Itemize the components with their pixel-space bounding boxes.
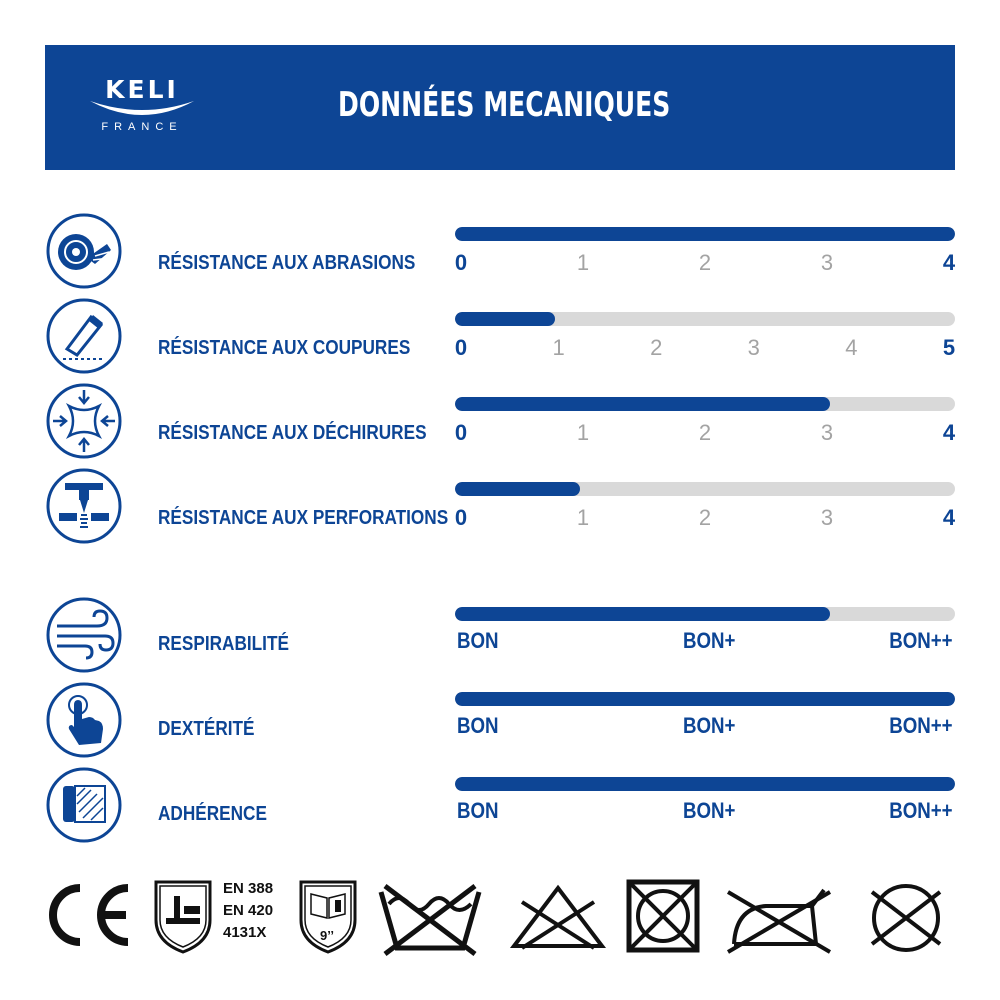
scale-label-high: BON++ [889, 628, 953, 653]
tear-icon [45, 382, 123, 460]
grip-icon [45, 766, 123, 844]
quality-scale [455, 713, 955, 739]
page-title: DONNÉES MECANIQUES [338, 85, 671, 125]
row-label: RÉSISTANCE AUX COUPURES [158, 337, 411, 359]
certification-footer [40, 870, 960, 965]
scale-label-low: BON [457, 713, 499, 738]
ce-mark-icon [40, 880, 138, 950]
abrasion-row [0, 212, 1000, 292]
scale-tick-3: 3 [820, 420, 834, 445]
scale-tick-1: 1 [576, 505, 590, 530]
keli-logo [87, 75, 197, 145]
row-label: ADHÉRENCE [158, 803, 267, 825]
standard-en420: EN 420 [223, 902, 274, 919]
cut-icon [45, 297, 123, 375]
progress-track [455, 692, 955, 706]
no-dry-clean-icon [862, 880, 950, 956]
row-label: DEXTÉRITÉ [158, 718, 255, 740]
scale-label-high: BON++ [889, 798, 953, 823]
scale-tick-0: 0 [454, 420, 468, 445]
scale-ticks [455, 335, 955, 361]
progress-fill [455, 607, 830, 621]
row-label: RÉSISTANCE AUX DÉCHIRURES [158, 422, 427, 444]
breathability-row [0, 596, 1000, 676]
progress-fill [455, 692, 955, 706]
scale-tick-4: 4 [845, 335, 858, 360]
scale-tick-3: 3 [820, 505, 834, 530]
scale-tick-2: 2 [698, 250, 712, 275]
scale-tick-0: 0 [454, 505, 468, 530]
scale-label-mid: BON+ [683, 713, 736, 738]
scale-label-mid: BON+ [683, 798, 736, 823]
no-wash-icon [375, 878, 485, 958]
progress-track [455, 482, 955, 496]
scale-label-low: BON [457, 798, 499, 823]
scale-tick-3: 3 [820, 250, 834, 275]
scale-label-high: BON++ [889, 713, 953, 738]
row-label: RÉSISTANCE AUX ABRASIONS [158, 252, 416, 274]
size-text: 9’’ [320, 928, 334, 943]
scale-label-mid: BON+ [683, 628, 736, 653]
no-bleach-icon [508, 882, 608, 952]
progress-fill [455, 227, 955, 241]
scale-tick-4: 4 [942, 420, 956, 445]
scale-tick-2: 2 [650, 335, 663, 360]
row-label: RESPIRABILITÉ [158, 633, 289, 655]
progress-fill [455, 777, 955, 791]
no-iron-icon [720, 878, 840, 958]
en388-shield-icon [150, 876, 216, 956]
scale-tick-4: 4 [942, 505, 956, 530]
progress-track [455, 227, 955, 241]
quality-scale [455, 628, 955, 654]
progress-fill [455, 482, 580, 496]
scale-ticks [455, 420, 955, 446]
standards-text [223, 878, 273, 944]
progress-track [455, 607, 955, 621]
progress-fill [455, 397, 830, 411]
scale-tick-4: 4 [942, 250, 956, 275]
no-tumble-dry-icon [625, 878, 701, 954]
progress-fill [455, 312, 555, 326]
puncture-icon [45, 467, 123, 545]
scale-label-low: BON [457, 628, 499, 653]
scale-tick-2: 2 [698, 505, 712, 530]
scale-ticks [455, 250, 955, 276]
scale-tick-1: 1 [576, 250, 590, 275]
progress-track [455, 397, 955, 411]
dexterity-row [0, 681, 1000, 761]
tear-row [0, 382, 1000, 462]
scale-tick-0: 0 [454, 250, 468, 275]
scale-tick-1: 1 [552, 335, 565, 360]
header-banner [45, 45, 955, 170]
scale-tick-3: 3 [747, 335, 760, 360]
dexterity-icon [45, 681, 123, 759]
standard-code: 4131X [223, 924, 267, 941]
abrasion-icon [45, 212, 123, 290]
progress-track [455, 777, 955, 791]
scale-tick-0: 0 [454, 335, 468, 360]
breathability-icon [45, 596, 123, 674]
scale-tick-1: 1 [576, 420, 590, 445]
cut-row [0, 297, 1000, 377]
quality-scale [455, 798, 955, 824]
progress-track [455, 312, 955, 326]
brand-sub: FRANCE [101, 121, 183, 133]
scale-tick-5: 5 [942, 335, 956, 360]
standard-en388: EN 388 [223, 880, 274, 897]
scale-tick-2: 2 [698, 420, 712, 445]
brand-name: KELI [105, 75, 179, 104]
puncture-row [0, 467, 1000, 547]
grip-row [0, 766, 1000, 846]
scale-ticks [455, 505, 955, 531]
row-label: RÉSISTANCE AUX PERFORATIONS [158, 507, 449, 529]
